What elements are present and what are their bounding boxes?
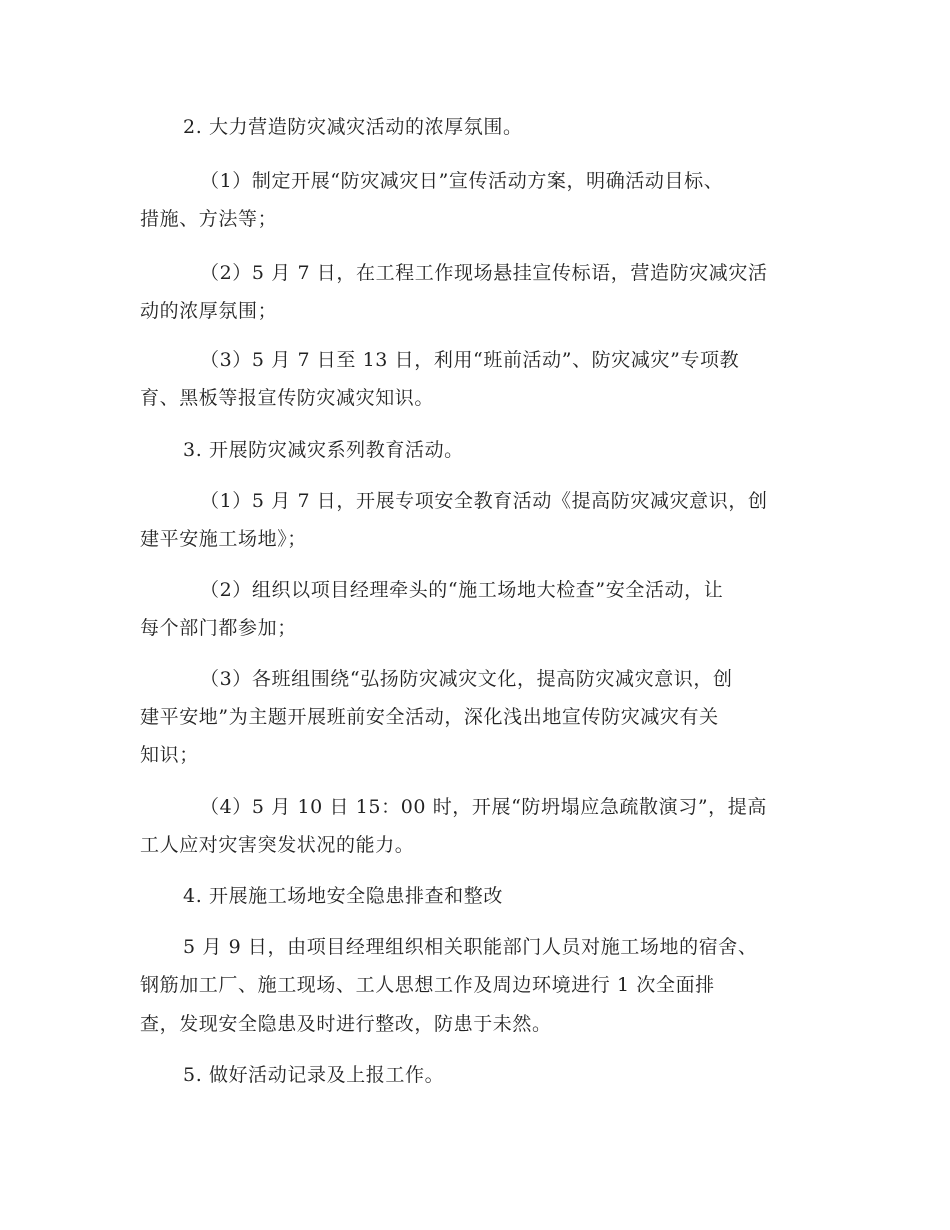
section-2-item-1-line-2: 措施、方法等； (140, 208, 278, 230)
section-2-heading: 2. 大力营造防灾减灾活动的浓厚氛围。 (183, 116, 523, 138)
section-4-heading: 4. 开展施工场地安全隐患排查和整改 (183, 885, 503, 907)
section-3-heading: 3. 开展防灾减灾系列教育活动。 (183, 439, 464, 461)
section-5-heading: 5. 做好活动记录及上报工作。 (183, 1064, 445, 1086)
section-2-item-2-line-2: 动的浓厚氛围； (140, 300, 278, 322)
section-2-item-3-line-2: 育、黑板等报宣传防灾减灾知识。 (140, 387, 435, 409)
section-3-item-3-line-2: 建平安地”为主题开展班前安全活动，深化浅出地宣传防灾减灾有关 (140, 706, 719, 728)
section-3-item-2-line-1: （2）组织以项目经理牵头的“施工场地大检查”安全活动，让 (200, 579, 724, 601)
section-3-item-1-line-2: 建平安施工场地》； (140, 528, 307, 550)
section-3-item-1-line-1: （1）5 月 7 日，开展专项安全教育活动《提高防灾减灾意识，创 (200, 490, 768, 512)
section-3-item-3-line-1: （3）各班组围绕“弘扬防灾减灾文化，提高防灾减灾意识，创 (200, 668, 733, 690)
section-4-paragraph-line-2: 钢筋加工厂、施工现场、工人思想工作及周边环境进行 1 次全面排 (140, 974, 715, 996)
section-2-item-1-line-1: （1）制定开展“防灾减灾日”宣传活动方案，明确活动目标、 (200, 170, 724, 192)
section-3-item-2-line-2: 每个部门都参加； (140, 617, 297, 639)
section-2-item-2-line-1: （2）5 月 7 日，在工程工作现场悬挂宣传标语，营造防灾减灾活 (200, 262, 768, 284)
section-2-item-3-line-1: （3）5 月 7 日至 13 日，利用“班前活动”、防灾减灾”专项教 (200, 349, 740, 371)
section-4-paragraph-line-1: 5 月 9 日，由项目经理组织相关职能部门人员对施工场地的宿舍、 (183, 936, 758, 958)
section-3-item-3-line-3: 知识； (140, 744, 199, 766)
section-3-item-4-line-2: 工人应对灾害突发状况的能力。 (140, 834, 415, 856)
section-4-paragraph-line-3: 查，发现安全隐患及时进行整改，防患于未然。 (140, 1013, 552, 1035)
section-3-item-4-line-1: （4）5 月 10 日 15：00 时，开展“防坍塌应急疏散演习”，提高 (200, 796, 767, 818)
